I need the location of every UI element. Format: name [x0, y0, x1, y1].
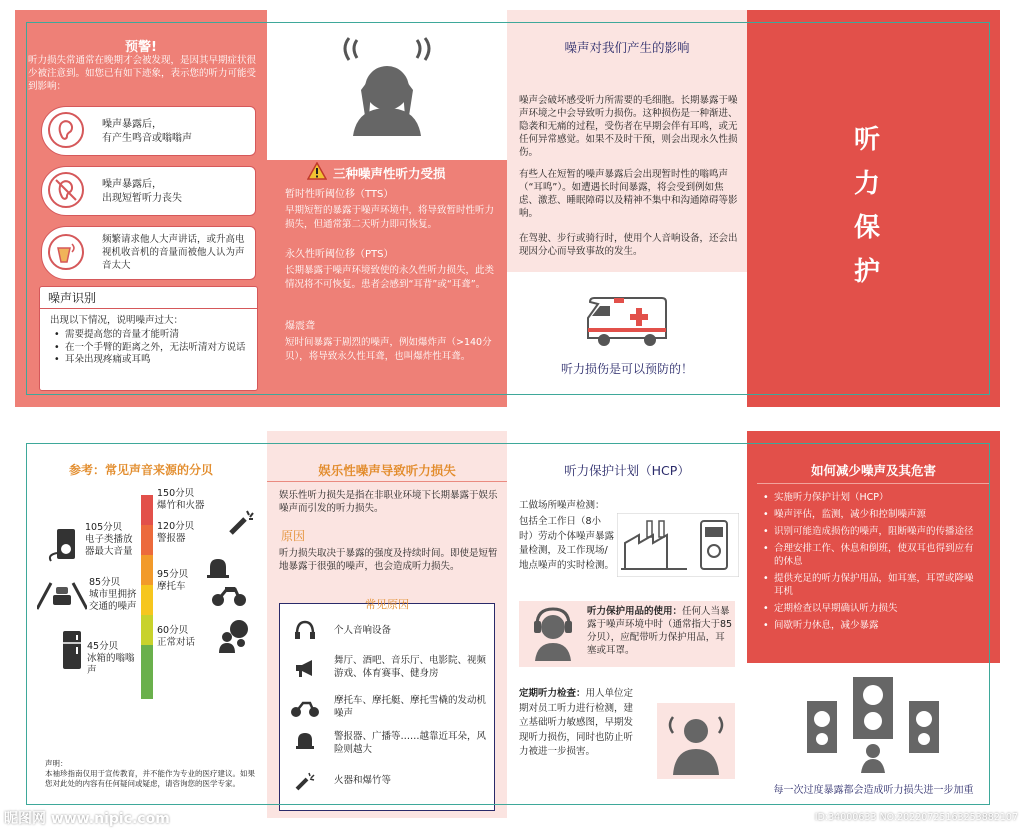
- reduce-list: [763, 491, 978, 632]
- decibel-value: 85分贝: [89, 577, 121, 588]
- decibel-value: 45分贝: [87, 641, 119, 652]
- reference-title: 参考：常见声音来源的分贝: [68, 463, 213, 477]
- common-cause-text: 个人音响设备: [334, 625, 392, 636]
- hcp-monitor-title: 工做场所噪声检测：: [519, 500, 605, 511]
- speakers-icon: [803, 673, 943, 773]
- impact-paragraph: 噪声会破坏感受听力所需要的毛细胞。长期暴露于噪声环境之中会导致听力损伤。这种损伤是一种渐进、隐袭和无痛的过程，受伤者在早期会伴有耳鸣，或无任何异常感觉。如果不及时干预，则会出现永久性损伤。: [519, 95, 738, 158]
- decibel-value: 120分贝: [157, 521, 195, 532]
- firework-icon: [294, 770, 316, 792]
- list-item: • 合理安排工作、休息和倒班，使双耳也得到应有的休息: [763, 542, 978, 568]
- cover-title-char: 护: [853, 257, 880, 287]
- ppe-title: 听力保护用品的使用：: [587, 606, 683, 617]
- ear-icon: [48, 112, 84, 148]
- cover-panel: [747, 10, 1000, 407]
- decibel-label: [89, 577, 141, 613]
- hcp-monitor-text: 包括全工作日（8小时）劳动个体噪声暴露量检测，及工作现场/地点噪声的实时检测。: [519, 516, 615, 571]
- warning-intro: 听力损失常通常在晚期才会被发现，是因其早期症状很少被注意到。如您已有如下迹象，表示您的听力可能受到影响：: [28, 55, 257, 92]
- noise-recognition-title: 噪声识别: [40, 287, 257, 309]
- decibel-bar: [141, 495, 153, 699]
- ambulance-icon: [584, 292, 670, 352]
- decibel-source: 冰箱的嗡嗡声: [87, 653, 135, 676]
- decibel-value: 95分贝: [157, 569, 189, 580]
- conversation-icon: [215, 619, 251, 653]
- refrigerator-icon: [61, 629, 83, 671]
- check-title: 定期听力检查：: [519, 688, 586, 699]
- decibel-source: 爆竹和火器: [157, 500, 205, 511]
- common-causes-title: 常见原因: [365, 598, 409, 611]
- decibel-label: [157, 488, 227, 512]
- preventable-area: [507, 272, 747, 407]
- bell-icon: [294, 730, 316, 752]
- motorcycle-icon: [290, 698, 320, 718]
- decibel-source: 警报器: [157, 533, 186, 544]
- megaphone-icon: [294, 658, 316, 678]
- noise-recognition-list: [54, 329, 250, 367]
- factory-meter-icon: [617, 513, 739, 577]
- warning-sign-card: [41, 106, 256, 156]
- cause-text: 听力损失取决于暴露的强度及持续时间。即使是短暂地暴露于很强的噪声，也会造成听力损失。: [279, 548, 498, 572]
- hcp-panel: [507, 431, 747, 818]
- ear-crossed-icon: [48, 172, 84, 208]
- cause-title: 原因: [281, 529, 306, 543]
- cover-title: [847, 118, 887, 294]
- speakers-area: [747, 663, 1000, 818]
- list-item: • 提供充足的听力保护用品，如耳塞，耳罩或降噪耳机: [763, 572, 978, 598]
- common-cause-text: 摩托车、摩托艇、摩托雪橇的发动机噪声: [334, 695, 487, 719]
- type-name: 爆震聋: [285, 321, 315, 332]
- warning-title: 预警!: [125, 40, 157, 55]
- list-item: • 需要提高您的音量才能听清: [54, 329, 250, 342]
- warning-sign-card: [41, 166, 256, 216]
- reduce-title: 如何减少噪声及其危害: [810, 463, 936, 478]
- list-item: • 实施听力保护计划（HCP）: [763, 491, 978, 504]
- decibel-label: [157, 521, 227, 545]
- speaker-ear-icon: [48, 234, 84, 270]
- noise-recognition-box: [39, 286, 258, 391]
- cover-title-char: 听: [853, 125, 880, 155]
- list-item: • 识别可能造成损伤的噪声，阻断噪声的传播途径: [763, 525, 978, 538]
- warning-sign-text: 噪声暴露后， 有产生鸣音或嗡嗡声: [102, 119, 192, 144]
- list-item: • 间歇听力休息，减少暴露: [763, 619, 978, 632]
- list-item: • 耳朵出现疼痛或耳鸣: [54, 354, 250, 367]
- watermark-right: ID:34000633 NO:20220725163253882107: [814, 812, 1018, 823]
- headphones-icon: [294, 620, 316, 640]
- common-cause-text: 舞厅、酒吧、音乐厅、电影院、视频游戏、体育赛事、健身房: [334, 655, 487, 679]
- traffic-icon: [37, 581, 87, 611]
- warning-sign-card: [41, 226, 256, 280]
- ppe-body: 任何人当暴露于噪声环境中时（通常指大于85分贝），应配带听力保护用品，耳塞或耳罩。: [587, 606, 733, 656]
- music-player-icon: [45, 525, 81, 565]
- decibel-label: [87, 641, 141, 677]
- entertainment-intro: 娱乐性听力损失是指在非职业环境下长期暴露于娱乐噪声而引发的听力损失。: [279, 490, 498, 514]
- motorcycle-icon: [211, 581, 247, 607]
- disclaimer-text: 本袖珍指南仅用于宣传教育，并不能作为专业的医疗建议。如果您对此处的内容有任何疑问或疑虑，请咨询您的医学专家。: [45, 769, 255, 788]
- disclaimer-title: 声明：: [45, 759, 68, 768]
- types-panel: [267, 10, 507, 407]
- ppe-text: [587, 605, 733, 657]
- types-title: 三种噪声性听力受损: [333, 166, 446, 181]
- firework-icon: [227, 507, 257, 537]
- impact-title: 噪声对我们产生的影响: [564, 40, 690, 55]
- preventable-text: 听力损伤是可以预防的！: [560, 362, 693, 376]
- earmuff-person-icon: [531, 605, 575, 661]
- hcp-title: 听力保护计划（HCP）: [564, 463, 690, 478]
- list-item: • 定期检查以早期确认听力损失: [763, 602, 978, 615]
- decibel-source: 电子类播放器最大音量: [85, 534, 133, 557]
- impact-panel: [507, 10, 747, 407]
- cover-title-char: 保: [853, 213, 880, 243]
- illustration-area: [267, 10, 507, 160]
- reference-panel: [15, 431, 267, 818]
- decibel-source: 城市里拥挤交通的噪声: [89, 589, 137, 612]
- type-name: 永久性听阈位移（PTS）: [285, 249, 394, 260]
- entertainment-title: 娱乐性噪声导致听力损失: [318, 463, 456, 478]
- type-name: 暂时性听阈位移（TTS）: [285, 189, 394, 200]
- common-causes-box: [279, 598, 495, 811]
- reduce-footer: 每一次过度暴露都会造成听力损失进一步加重: [773, 785, 974, 796]
- common-cause-text: 警报器、广播等……越靠近耳朵，风险则越大: [334, 731, 487, 755]
- check-body: 用人单位定期对员工听力进行检测，建立基础听力敏感图，早期发现听力损伤，同时也防止听力被进一步损害。: [519, 688, 634, 757]
- type-desc: 长期暴露于噪声环境致使的永久性听力损失，此类情况将不可恢复。患者会感到“耳背”或“耳聋”。: [285, 265, 495, 290]
- warning-panel: [15, 10, 267, 407]
- reduce-panel: [747, 431, 1000, 818]
- common-cause-text: 火器和爆竹等: [334, 775, 392, 786]
- check-text: [519, 687, 637, 760]
- type-desc: 早期短暂的暴露于噪声环境中，将导致暂时性听力损失，但通常第二天听力即可恢复。: [285, 205, 495, 230]
- type-desc: 短时间暴露于剧烈的噪声，例如爆炸声（>140分贝），将导致永久性耳聋，也叫爆炸性耳聋。: [285, 337, 492, 362]
- hearing-person-icon: [657, 703, 735, 779]
- decibel-label: [85, 522, 141, 558]
- warning-sign-text: 频繁请求他人大声讲话，或升高电视机收音机的音量而被他人认为声音太大: [102, 234, 245, 271]
- decibel-value: 105分贝: [85, 522, 123, 533]
- cover-title-char: 力: [853, 169, 880, 199]
- warning-triangle-icon: [307, 162, 327, 180]
- list-item: • 在一个手臂的距离之外，无法听清对方说话: [54, 342, 250, 355]
- decibel-source: 摩托车: [157, 581, 186, 592]
- warning-sign-text: 噪声暴露后， 出现短暂听力丧失: [102, 179, 182, 204]
- decibel-source: 正常对话: [157, 637, 196, 648]
- entertainment-panel: [267, 431, 507, 818]
- watermark-left: 昵图网 www.nipic.com: [4, 811, 170, 827]
- person-covering-ears-icon: [327, 30, 447, 140]
- decibel-value: 60分贝: [157, 625, 189, 636]
- list-item: • 噪声评估，监测，减少和控制噪声源: [763, 508, 978, 521]
- noise-recognition-intro: 出现以下情况，说明噪声过大：: [50, 315, 184, 326]
- decibel-value: 150分贝: [157, 488, 195, 499]
- impact-paragraph: 在驾驶、步行或骑行时，使用个人音响设备，还会出现因分心而导致事故的发生。: [519, 233, 738, 257]
- ppe-box: [519, 601, 735, 667]
- impact-paragraph: 有些人在短暂的噪声暴露后会出现暂时性的嗡鸣声（“耳鸣”）。如遭遇长时间暴露，将会受到例如焦虑、激惹、睡眠障碍以及精神不集中和沟通障碍等影响。: [519, 169, 738, 219]
